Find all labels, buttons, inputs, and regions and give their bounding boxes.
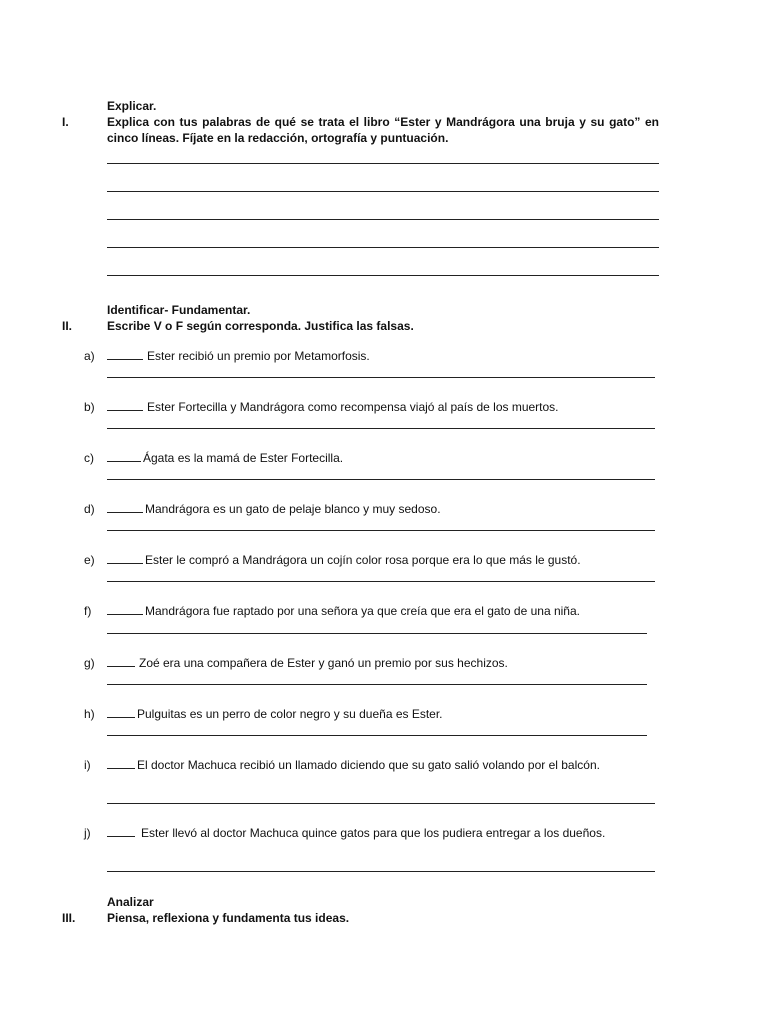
vf-blank[interactable] <box>107 603 143 615</box>
justification-line[interactable] <box>107 684 647 685</box>
section-3-numeral: III. <box>62 911 76 925</box>
answer-line[interactable] <box>107 247 659 248</box>
vf-blank[interactable] <box>107 501 143 513</box>
item-letter: i) <box>84 758 91 772</box>
vf-blank[interactable] <box>107 348 143 360</box>
justification-line[interactable] <box>107 377 655 378</box>
section-1-instruction: Explica con tus palabras de qué se trata el libro “Ester y Mandrágora una bruja y su gato” en cinco líneas. Fíjate en la redacción, ortografía y puntuación. <box>107 115 659 145</box>
item-text: El doctor Machuca recibió un llamado diciendo que su gato salió volando por el balcón. <box>137 758 600 772</box>
justification-line[interactable] <box>107 803 655 804</box>
section-3-instruction: Piensa, reflexiona y fundamenta tus ideas. <box>107 911 350 925</box>
vf-blank[interactable] <box>107 399 143 411</box>
item-text: Ágata es la mamá de Ester Fortecilla. <box>143 451 344 465</box>
item-statement <box>107 825 660 841</box>
section-2-instruction: Escribe V o F según corresponda. Justifica las falsas. <box>107 319 414 333</box>
item-text: Ester le compró a Mandrágora un cojín color rosa porque era lo que más le gustó. <box>145 553 581 567</box>
section-2-skill: Identificar- Fundamentar. <box>107 303 251 317</box>
item-letter: j) <box>84 826 91 840</box>
item-letter: a) <box>84 349 95 363</box>
justification-line[interactable] <box>107 479 655 480</box>
item-statement <box>107 348 655 364</box>
answer-line[interactable] <box>107 191 659 192</box>
item-statement <box>107 450 655 466</box>
vf-blank[interactable] <box>107 552 143 564</box>
justification-line[interactable] <box>107 581 655 582</box>
item-letter: h) <box>84 707 95 721</box>
item-text: Zoé era una compañera de Ester y ganó un premio por sus hechizos. <box>139 656 508 670</box>
item-statement <box>107 655 655 671</box>
item-statement <box>107 552 655 568</box>
item-statement <box>107 501 655 517</box>
item-text: Mandrágora es un gato de pelaje blanco y muy sedoso. <box>145 502 441 516</box>
item-statement <box>107 706 655 722</box>
item-text: Ester llevó al doctor Machuca quince gatos para que los pudiera entregar a los dueños. <box>141 826 606 840</box>
item-text: Pulguitas es un perro de color negro y su dueña es Ester. <box>137 707 443 721</box>
justification-line[interactable] <box>107 871 655 872</box>
justification-line[interactable] <box>107 633 647 634</box>
vf-blank[interactable] <box>107 706 135 718</box>
item-letter: b) <box>84 400 95 414</box>
item-statement <box>107 603 655 619</box>
vf-blank[interactable] <box>107 655 135 667</box>
section-1-numeral: I. <box>62 115 69 129</box>
item-text: Ester Fortecilla y Mandrágora como recompensa viajó al país de los muertos. <box>147 400 559 414</box>
item-statement <box>107 399 655 415</box>
item-letter: g) <box>84 656 95 670</box>
vf-blank[interactable] <box>107 825 135 837</box>
item-statement <box>107 757 660 773</box>
item-text: Ester recibió un premio por Metamorfosis. <box>147 349 370 363</box>
answer-line[interactable] <box>107 163 659 164</box>
justification-line[interactable] <box>107 530 655 531</box>
item-letter: f) <box>84 604 92 618</box>
vf-blank[interactable] <box>107 757 135 769</box>
item-letter: d) <box>84 502 95 516</box>
item-text: Mandrágora fue raptado por una señora ya que creía que era el gato de una niña. <box>145 604 580 618</box>
justification-line[interactable] <box>107 428 655 429</box>
section-3-skill: Analizar <box>107 895 154 909</box>
answer-line[interactable] <box>107 219 659 220</box>
justification-line[interactable] <box>107 735 647 736</box>
item-letter: c) <box>84 451 94 465</box>
vf-blank[interactable] <box>107 450 141 462</box>
answer-line[interactable] <box>107 275 659 276</box>
section-1-skill: Explicar. <box>107 99 157 113</box>
section-2-numeral: II. <box>62 319 73 333</box>
item-letter: e) <box>84 553 95 567</box>
